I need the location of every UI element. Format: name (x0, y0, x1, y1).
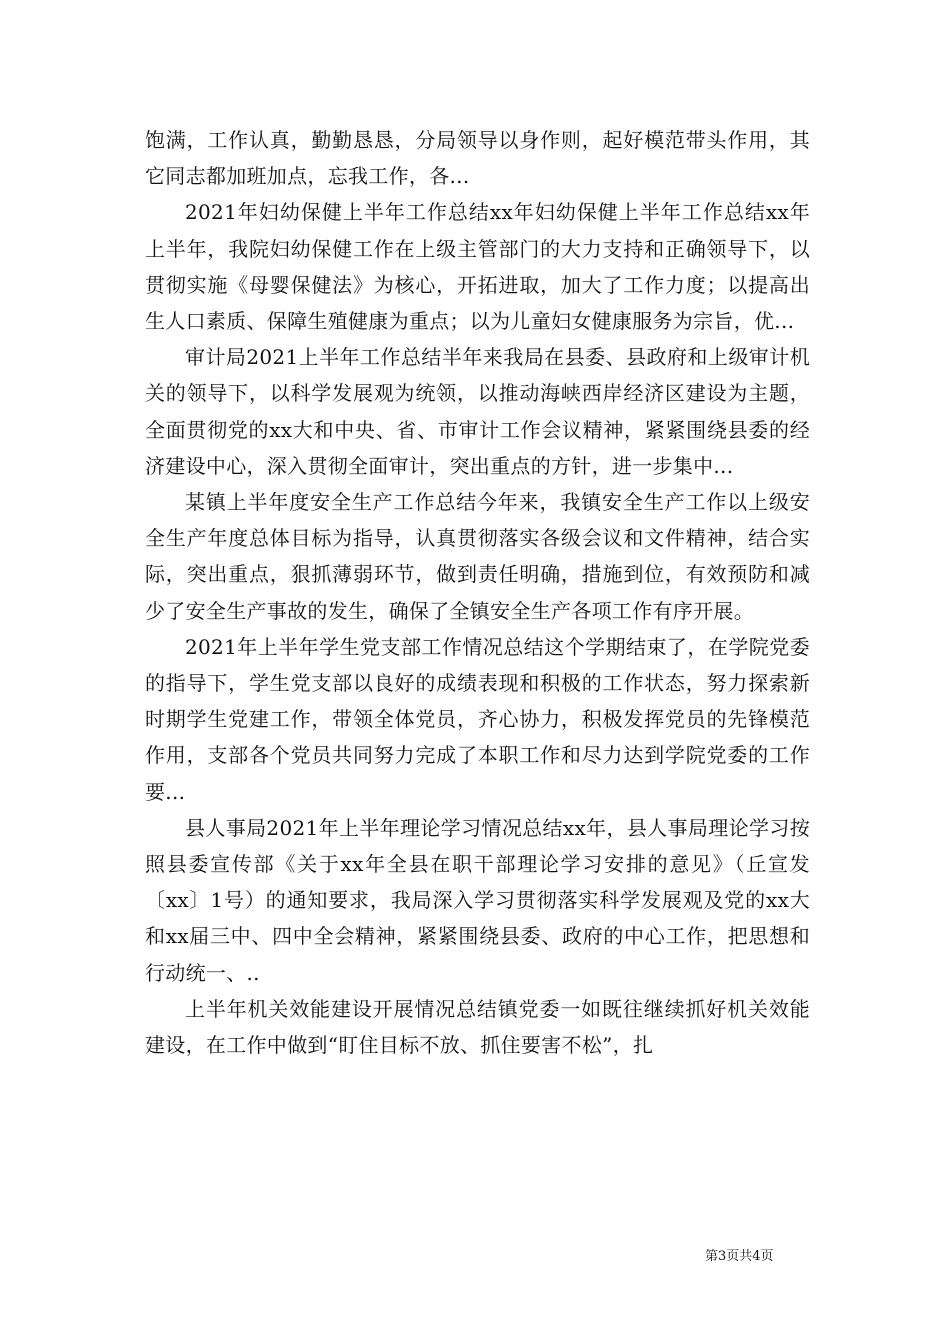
document-body (145, 122, 810, 1063)
paragraph-7: 上半年机关效能建设开展情况总结镇党委一如既往继续抓好机关效能建设，在工作中做到“盯住目标不放、抓住要害不松”，扎 (145, 996, 810, 1058)
page-number-footer: 第3页共4页 (705, 1249, 774, 1264)
paragraph-6: 县人事局2021年上半年理论学习情况总结xx年，县人事局理论学习按照县委宣传部《关于xx年全县在职干部理论学习安排的意见》（丘宣发〔xx〕1号）的通知要求，我局深入学习贯彻落实科学发展观及党的xx大和xx届三中、四中全会精神，紧紧围绕县委、政府的中心工作，把思想和行动统一、.. (145, 815, 810, 985)
paragraph-4: 某镇上半年度安全生产工作总结今年来，我镇安全生产工作以上级安全生产年度总体目标为指导，认真贯彻落实各级会议和文件精神，结合实际，突出重点，狠抓薄弱环节，做到责任明确，措施到位，有效预防和减少了安全生产事故的发生，确保了全镇安全生产各项工作有序开展。 (145, 490, 810, 623)
paragraph-2: 2021年妇幼保健上半年工作总结xx年妇幼保健上半年工作总结xx年上半年，我院妇幼保健工作在上级主管部门的大力支持和正确领导下，以贯彻实施《母婴保健法》为核心，开拓进取，加大了工作力度；以提高出生人口素质、保障生殖健康为重点；以为儿童妇女健康服务为宗旨，优... (145, 200, 810, 334)
paragraph-3: 审计局2021上半年工作总结半年来我局在县委、县政府和上级审计机关的领导下，以科学发展观为统领，以推动海峡西岸经济区建设为主题，全面贯彻党的xx大和中央、省、市审计工作会议精神，紧紧围绕县委的经济建设中心，深入贯彻全面审计，突出重点的方针，进一步集中... (145, 345, 810, 478)
paragraph-5: 2021年上半年学生党支部工作情况总结这个学期结束了，在学院党委的指导下，学生党支部以良好的成绩表现和积极的工作状态，努力探索新时期学生党建工作，带领全体党员，齐心协力，积极发挥党员的先锋模范作用，支部各个党员共同努力完成了本职工作和尽力达到学院党委的工作要... (145, 634, 810, 804)
paragraph-1: 饱满，工作认真，勤勤恳恳，分局领导以身作则，起好模范带头作用，其它同志都加班加点，忘我工作，各... (145, 128, 810, 189)
